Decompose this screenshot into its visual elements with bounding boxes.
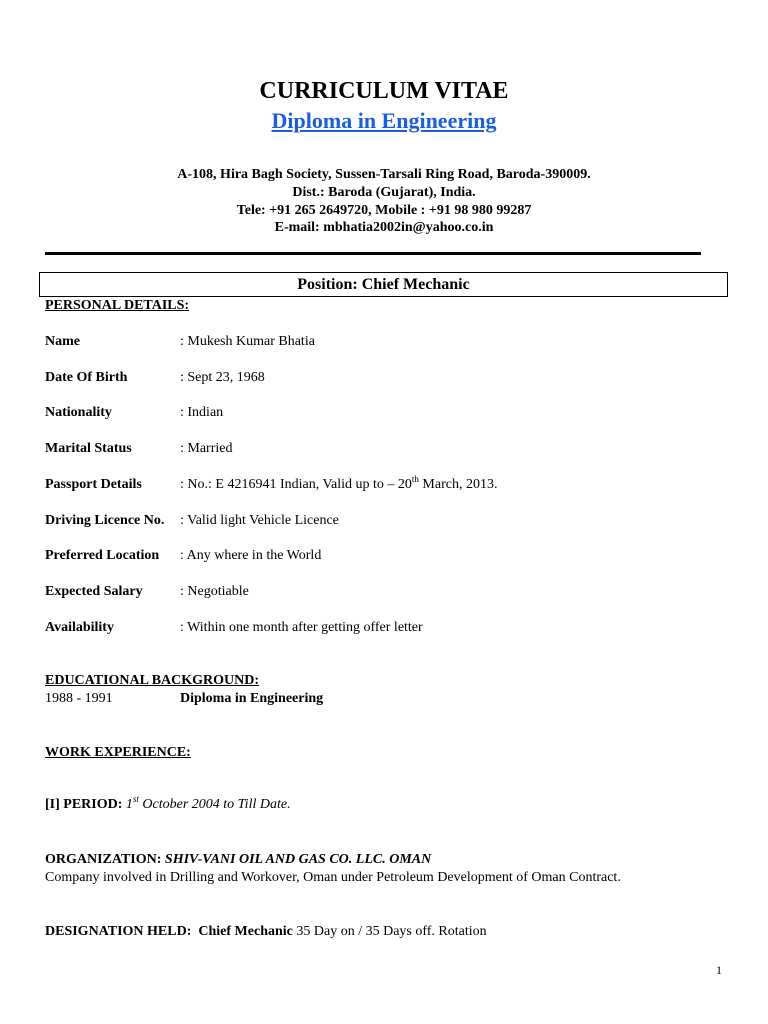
designation-rest: 35 Day on / 35 Days off. Rotation <box>292 924 487 939</box>
designation-label: DESIGNATION HELD: <box>45 924 192 939</box>
email-line: E-mail: mbhatia2002in@yahoo.co.in <box>274 220 494 235</box>
organization-line <box>45 852 431 868</box>
organization-description: Company involved in Drilling and Workover, Oman under Petroleum Development of Oman Contract. <box>45 870 621 885</box>
education-years: 1988 - 1991 <box>45 691 113 706</box>
cv-subtitle-text: Diploma in Engineering <box>271 108 497 133</box>
address-line-2: Dist.: Baroda (Gujarat), India. <box>292 185 476 200</box>
education-heading: EDUCATIONAL BACKGROUND: <box>45 673 260 688</box>
passport-value <box>180 474 498 493</box>
designation-line <box>45 924 487 940</box>
name-value: : Mukesh Kumar Bhatia <box>180 334 315 349</box>
name-label: Name <box>45 334 80 349</box>
period-label: [I] PERIOD: <box>45 797 123 812</box>
driving-licence-value: : Valid light Vehicle Licence <box>180 513 339 528</box>
period-value <box>125 794 291 812</box>
passport-value-rest: March, 2013. <box>418 477 498 492</box>
header-divider <box>45 252 701 255</box>
marital-status-value: : Married <box>180 441 233 456</box>
dob-value: : Sept 23, 1968 <box>180 370 265 385</box>
nationality-label: Nationality <box>45 405 112 420</box>
phone-line: Tele: +91 265 2649720, Mobile : +91 98 980 99287 <box>236 203 532 218</box>
cv-subtitle <box>0 108 768 134</box>
designation-value: Chief Mechanic <box>198 924 293 939</box>
availability-value: : Within one month after getting offer letter <box>180 620 423 635</box>
marital-status-label: Marital Status <box>45 441 132 456</box>
period-value-sup: st <box>132 794 139 804</box>
passport-value-text: : No.: E 4216941 Indian, Valid up to – 20 <box>180 477 412 492</box>
organization-name: SHIV-VANI OIL AND GAS CO. LLC. OMAN <box>164 852 432 867</box>
preferred-location-label: Preferred Location <box>45 548 160 563</box>
address-line-1: A-108, Hira Bagh Society, Sussen-Tarsali Ring Road, Baroda-390009. <box>177 167 591 182</box>
cv-title: CURRICULUM VITAE <box>259 78 509 104</box>
nationality-value: : Indian <box>180 405 224 420</box>
preferred-location-value: : Any where in the World <box>180 548 322 563</box>
expected-salary-value: : Negotiable <box>180 584 249 599</box>
passport-value-sup: th <box>411 474 419 484</box>
education-degree: Diploma in Engineering <box>180 691 324 706</box>
dob-label: Date Of Birth <box>45 370 128 385</box>
position-box: Position: Chief Mechanic <box>39 272 728 297</box>
period-value-rest: October 2004 to Till Date. <box>138 797 291 812</box>
page-number: 1 <box>716 963 722 977</box>
organization-label: ORGANIZATION: <box>45 852 162 867</box>
period-value-text: 1 <box>125 797 133 812</box>
passport-label: Passport Details <box>45 477 142 492</box>
driving-licence-label: Driving Licence No. <box>45 513 165 528</box>
availability-label: Availability <box>45 620 114 635</box>
period-line <box>45 794 291 813</box>
expected-salary-label: Expected Salary <box>45 584 143 599</box>
work-experience-heading: WORK EXPERIENCE: <box>45 745 191 760</box>
personal-details-heading: PERSONAL DETAILS: <box>45 298 190 313</box>
